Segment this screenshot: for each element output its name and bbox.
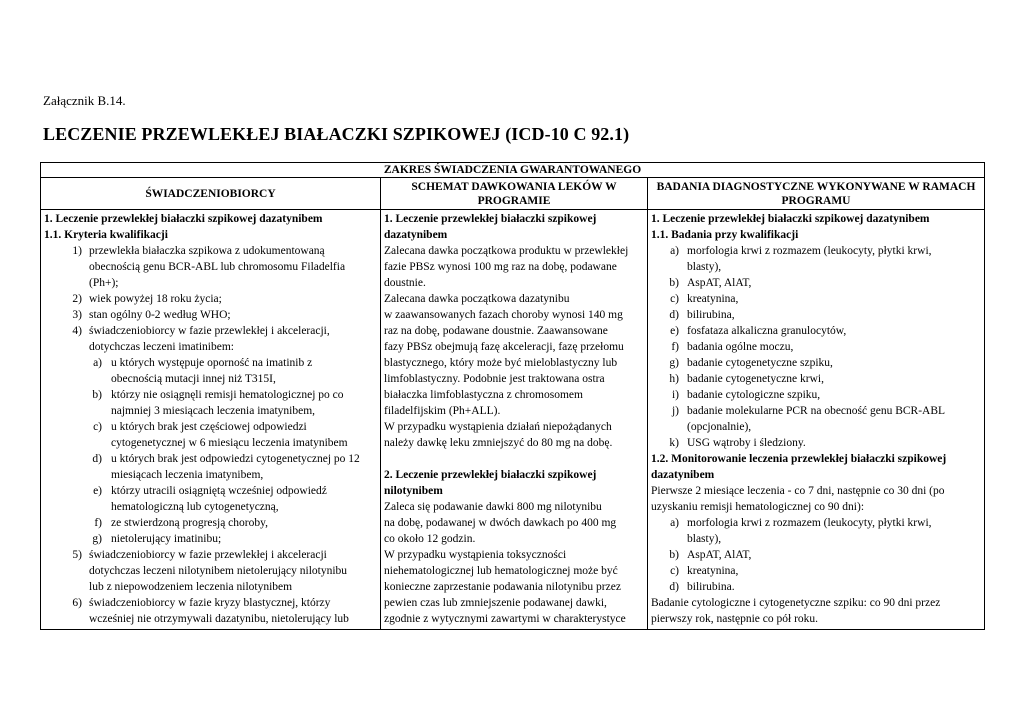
text-line: w zaawansowanych fazach choroby wynosi 140 mg (384, 309, 623, 321)
text-line: blastycznego, który może być mieloblastyczny lub (384, 357, 618, 369)
list-item-marker: f) (671, 341, 679, 353)
section-heading: nilotynibem (384, 485, 443, 497)
list-item-marker: b) (669, 549, 679, 561)
list-item (651, 355, 981, 371)
list-item-text: blasty), (687, 533, 722, 545)
list-item (44, 307, 377, 323)
list-item-text: ze stwierdzoną progresją choroby, (111, 517, 268, 529)
list-item-text: fosfataza alkaliczna granulocytów, (687, 325, 847, 337)
list-item-text: USG wątroby i śledziony. (687, 437, 806, 449)
list-item (651, 371, 981, 387)
col3-header: BADANIA DIAGNOSTYCZNE WYKONYWANE W RAMACH PROGRAMU (647, 178, 984, 209)
text-line: Zalecana dawka początkowa produktu w przewlekłej (384, 245, 629, 257)
list-item-marker: 4) (72, 325, 82, 337)
list-item-text: u których brak jest odpowiedzi cytogenetycznej po 12 (111, 453, 360, 465)
list-item-marker: g) (92, 533, 102, 545)
list-item-text: kreatynina, (687, 565, 739, 577)
list-item (44, 323, 377, 355)
text-line: fazie PBSz wynosi 100 mg raz na dobę, podawane (384, 261, 617, 273)
list-item-text: którzy utracili osiągniętą wcześniej odpowiedź (111, 485, 327, 497)
list-item-text: morfologia krwi z rozmazem (leukocyty, płytki krwi, (687, 245, 932, 257)
list-item-text: badanie cytologiczne szpiku, (687, 389, 821, 401)
list-item (44, 243, 377, 291)
list-item (44, 291, 377, 307)
list-item-text: najmniej 3 miesiącach leczenia imatynibem, (111, 405, 316, 417)
subsection-heading: dazatynibem (651, 469, 715, 481)
list-item (651, 307, 981, 323)
list-item (44, 547, 377, 595)
list-item-marker: 2) (72, 293, 82, 305)
list-item-text: miesiącach leczenia imatynibem, (111, 469, 264, 481)
list-item-marker: a) (93, 357, 102, 369)
list-item-text: dotychczas leczeni imatinibem: (89, 341, 234, 353)
list-item-text: hematologiczną lub cytogenetyczną, (111, 501, 279, 513)
list-item-text: świadczeniobiorcy w fazie przewlekłej i akceleracji (89, 549, 327, 561)
text-line: konieczne zaprzestanie podawania nilotynibu przez (384, 581, 621, 593)
text-line: niehematologicznej lub hematologicznej może być (384, 565, 618, 577)
list-item-text: badania ogólne moczu, (687, 341, 794, 353)
text-line: Badanie cytologiczne i cytogenetyczne szpiku: co 90 dni przez (651, 597, 941, 609)
scope-header: ZAKRES ŚWIADCZENIA GWARANTOWANEGO (41, 163, 984, 178)
list-item-marker: c) (670, 565, 679, 577)
list-item-marker: a) (670, 245, 679, 257)
text-line: W przypadku wystąpienia toksyczności (384, 549, 567, 561)
list-item (44, 483, 377, 515)
diagnostics-column (647, 210, 984, 629)
list-item-text: bilirubina, (687, 309, 735, 321)
section-heading: 2. Leczenie przewlekłej białaczki szpikowej (384, 469, 597, 481)
list-item-marker: j) (671, 405, 679, 417)
list-item-text: świadczeniobiorcy w fazie kryzy blastycznej, którzy (89, 597, 331, 609)
col2-header: SCHEMAT DAWKOWANIA LEKÓW W PROGRAMIE (380, 178, 647, 209)
list-item (651, 563, 981, 579)
list-item-text: badanie cytogenetyczne krwi, (687, 373, 824, 385)
text-line: uzyskaniu remisji hematologicznej co 90 dni): (651, 501, 865, 513)
text-line: doustnie. (384, 277, 426, 289)
list-item-marker: b) (92, 389, 102, 401)
list-item-marker: h) (669, 373, 679, 385)
subsection-heading: 1.1. Badania przy kwalifikacji (651, 229, 799, 241)
table-body (41, 210, 984, 629)
list-item (651, 275, 981, 291)
dosage-column (380, 210, 647, 629)
list-item-marker: b) (669, 277, 679, 289)
list-item-marker: e) (670, 325, 679, 337)
list-item-marker: g) (669, 357, 679, 369)
list-item-marker: d) (92, 453, 102, 465)
list-item-text: cytogenetycznej w 6 miesiącu leczenia imatynibem (111, 437, 348, 449)
text-line: należy dawkę leku zmniejszyć do 80 mg na dobę. (384, 437, 613, 449)
list-item-text: blasty), (687, 261, 722, 273)
list-item-text: u których brak jest częściowej odpowiedzi (111, 421, 307, 433)
spacer (384, 451, 644, 467)
list-item-text: świadczeniobiorcy w fazie przewlekłej i akceleracji, (89, 325, 330, 337)
list-item-text: dotychczas leczeni nilotynibem nietolerujący nilotynibu (89, 565, 348, 577)
text-line: Zaleca się podawanie dawki 800 mg nilotynibu (384, 501, 602, 513)
list-item-text: morfologia krwi z rozmazem (leukocyty, płytki krwi, (687, 517, 932, 529)
list-item-text: u których występuje oporność na imatinib z (111, 357, 313, 369)
subsection-heading: 1.2. Monitorowanie leczenia przewlekłej białaczki szpikowej (651, 453, 947, 465)
list-item-marker: f) (94, 517, 102, 529)
list-item-marker: d) (669, 581, 679, 593)
list-item-text: bilirubina. (687, 581, 735, 593)
list-item (651, 435, 981, 451)
text-line: pewien czas lub zmniejszenie podawanej dawki, (384, 597, 607, 609)
text-line: W przypadku wystąpienia działań niepożądanych (384, 421, 612, 433)
list-item (44, 387, 377, 419)
list-item-text: AspAT, AlAT, (687, 549, 752, 561)
list-item-marker: 6) (72, 597, 82, 609)
page-title: LECZENIE PRZEWLEKŁEJ BIAŁACZKI SZPIKOWEJ (ICD-10 C 92.1) (43, 124, 630, 144)
list-item-text: wiek powyżej 18 roku życia; (89, 293, 222, 305)
section-heading: dazatynibem (384, 229, 448, 241)
list-item (44, 595, 377, 627)
list-item-marker: 5) (72, 549, 82, 561)
list-item (651, 403, 981, 435)
beneficiaries-column (41, 210, 380, 629)
list-item-text: kreatynina, (687, 293, 739, 305)
list-item-text: nietolerujący imatinibu; (111, 533, 222, 545)
list-item-text: (Ph+); (89, 277, 119, 289)
program-table (40, 162, 985, 630)
list-item-marker: c) (93, 421, 102, 433)
list-item-marker: 1) (72, 245, 82, 257)
list-item-text: którzy nie osiągnęli remisji hematologicznej po co (111, 389, 344, 401)
list-item-text: przewlekła białaczka szpikowa z udokumentowaną (89, 245, 325, 257)
list-item (651, 387, 981, 403)
list-item-marker: d) (669, 309, 679, 321)
list-item (44, 419, 377, 451)
list-item-marker: e) (93, 485, 102, 497)
column-headers (41, 178, 984, 210)
list-item (651, 579, 981, 595)
subsection-heading: 1.1. Kryteria kwalifikacji (44, 229, 168, 241)
text-line: Zalecana dawka początkowa dazatynibu (384, 293, 570, 305)
list-item (44, 451, 377, 483)
text-line: Pierwsze 2 miesiące leczenia - co 7 dni, następnie co 30 dni (po (651, 485, 945, 497)
annex-label: Załącznik B.14. (43, 93, 126, 108)
text-line: raz na dobę, podawane doustnie. Zaawansowane (384, 325, 608, 337)
list-item-text: AspAT, AlAT, (687, 277, 752, 289)
list-item (651, 323, 981, 339)
list-item-marker: k) (669, 437, 679, 449)
list-item-text: badanie molekularne PCR na obecność genu BCR-ABL (687, 405, 946, 417)
list-item-marker: c) (670, 293, 679, 305)
list-item-text: obecnością genu BCR-ABL lub chromosomu Filadelfia (89, 261, 346, 273)
text-line: fazy PBSz obejmują fazę akceleracji, fazę przełomu (384, 341, 624, 353)
text-line: co około 12 godzin. (384, 533, 476, 545)
section-heading: 1. Leczenie przewlekłej białaczki szpikowej dazatynibem (44, 213, 323, 225)
text-line: limfoblastyczny. Podobnie jest traktowana ostra (384, 373, 605, 385)
text-line: filadelfijskim (Ph+ALL). (384, 405, 501, 417)
list-item (44, 515, 377, 531)
list-item (651, 547, 981, 563)
list-item (44, 355, 377, 387)
list-item-marker: 3) (72, 309, 82, 321)
list-item-text: (opcjonalnie), (687, 421, 752, 433)
text-line: zgodnie z wytycznymi zawartymi w charakterystyce (384, 613, 626, 625)
list-item-marker: a) (670, 517, 679, 529)
list-item-text: obecnością mutacji innej niż T315I, (111, 373, 276, 385)
list-item-text: stan ogólny 0-2 według WHO; (89, 309, 231, 321)
list-item-text: lub z niepowodzeniem leczenia nilotynibem (89, 581, 293, 593)
text-line: pierwszy rok, następnie co pół roku. (651, 613, 819, 625)
text-line: białaczka limfoblastyczna z chromosomem (384, 389, 583, 401)
list-item (44, 531, 377, 547)
list-item-text: wcześniej nie otrzymywali dazatynibu, nietolerujący lub (89, 613, 349, 625)
col1-header: ŚWIADCZENIOBIORCY (145, 187, 276, 200)
list-item (651, 515, 981, 547)
list-item-marker: i) (671, 389, 679, 401)
text-line: na dobę, podawanej w dwóch dawkach po 400 mg (384, 517, 617, 529)
list-item (651, 291, 981, 307)
list-item (651, 243, 981, 275)
list-item-text: badanie cytogenetyczne szpiku, (687, 357, 833, 369)
section-heading: 1. Leczenie przewlekłej białaczki szpikowej dazatynibem (651, 213, 930, 225)
section-heading: 1. Leczenie przewlekłej białaczki szpikowej (384, 213, 597, 225)
list-item (651, 339, 981, 355)
